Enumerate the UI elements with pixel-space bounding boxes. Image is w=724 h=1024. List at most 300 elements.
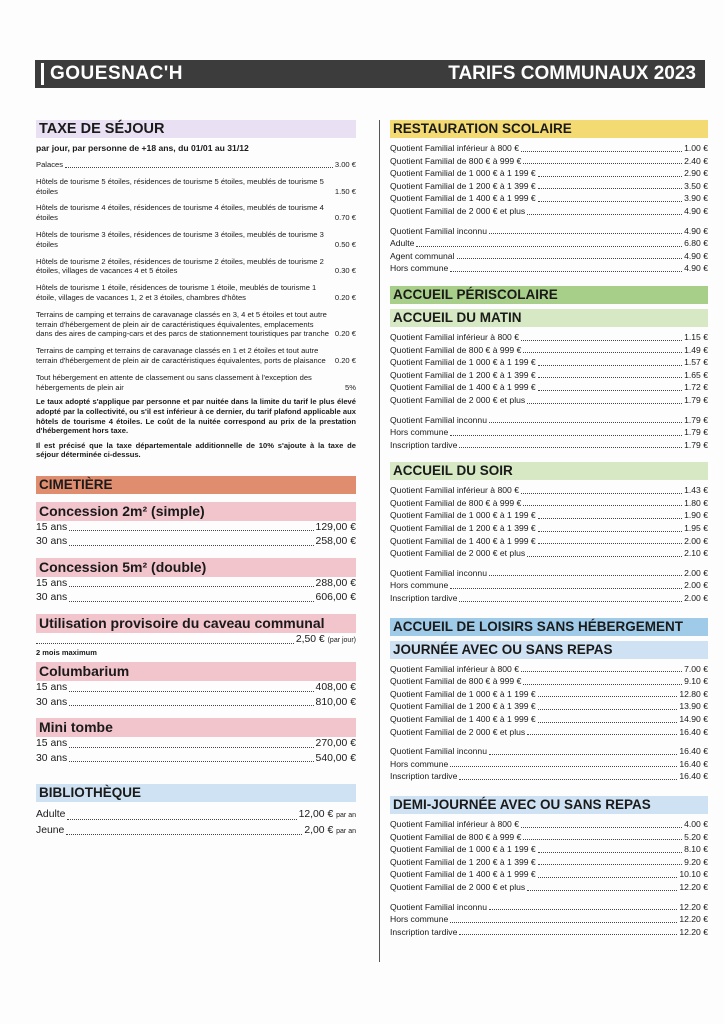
taxe-sejour-header: TAXE DE SÉJOUR — [36, 120, 356, 138]
price-value: 3.50 € — [684, 180, 708, 191]
price-row — [390, 592, 708, 605]
price-label: Quotient Familial de 800 € à 999 € — [390, 497, 522, 508]
price-label: Quotient Familial de 1 400 € à 1 999 € — [390, 535, 536, 546]
taxe-item-label: Palaces — [36, 160, 64, 169]
caveau-note: 2 mois maximum — [36, 648, 97, 658]
taxe-item-line — [36, 283, 356, 303]
dot-leader — [538, 688, 678, 698]
price-label: 15 ans — [36, 682, 68, 694]
taxe-item-label: Tout hébergement en attente de classement ou sans classement à l'exception des hébergements de plein air — [36, 372, 312, 392]
price-value: 4.90 € — [684, 225, 708, 236]
taxe-item — [36, 230, 356, 250]
dot-leader — [538, 868, 678, 878]
taxe-sejour-subtitle: par jour, par personne de +18 ans, du 01/01 au 31/12 — [36, 143, 249, 153]
price-label: Quotient Familial inférieur à 800 € — [390, 143, 519, 153]
price-row — [390, 818, 708, 831]
mini-tombe-list — [36, 737, 356, 766]
concession-2m-list — [36, 521, 356, 550]
journee-list-2 — [390, 745, 708, 783]
taxe-item-label: Hôtels de tourisme 5 étoiles, résidences de tourisme 5 étoiles, meublés de tourisme 5 étoiles — [36, 176, 324, 196]
taxe-note-2: Il est précisé que la taxe départementale additionnelle de 10% s'ajoute à la taxe de séjour déterminée ci-dessus. — [36, 440, 356, 460]
price-value: 2.00 € — [684, 593, 708, 604]
price-label: Adulte — [36, 809, 66, 821]
dot-leader — [459, 770, 677, 780]
price-row — [390, 522, 708, 535]
price-value: 12.80 € — [679, 688, 708, 699]
taxe-item-label: Hôtels de tourisme 3 étoiles, résidences de tourisme 3 étoiles, meublés de tourisme 3 étoiles — [36, 229, 324, 249]
price-value: 6.80 € — [684, 238, 708, 249]
price-row — [390, 881, 708, 894]
left-column — [36, 120, 356, 839]
dot-leader — [66, 824, 302, 836]
price-row — [390, 770, 708, 783]
price-label: Quotient Familial de 1 200 € à 1 399 € — [390, 180, 536, 191]
accueil-matin-list-2 — [390, 414, 708, 452]
dot-leader — [69, 737, 313, 748]
price-label: Quotient Familial de 2 000 € et plus — [390, 726, 526, 737]
price-value: 2.10 € — [684, 548, 708, 559]
price-value-group — [299, 808, 356, 824]
dot-leader — [538, 535, 682, 545]
restauration-list-1 — [390, 142, 708, 218]
price-value: 258,00 € — [315, 536, 356, 548]
price-value: 1.72 € — [684, 382, 708, 393]
dot-leader — [459, 926, 677, 936]
taxe-item — [36, 257, 356, 277]
price-row — [36, 577, 356, 592]
price-value: 1.79 € — [684, 414, 708, 425]
price-value: 2,00 € — [304, 824, 334, 836]
cimetiere-header: CIMETIÈRE — [36, 476, 356, 494]
caveau-row — [36, 633, 356, 649]
dot-leader — [538, 522, 682, 532]
price-value: 408,00 € — [315, 682, 356, 694]
dot-leader — [457, 250, 683, 260]
price-value: 12.20 € — [679, 926, 708, 937]
price-value: 606,00 € — [315, 592, 356, 604]
taxe-item — [36, 346, 356, 366]
price-label: Quotient Familial de 1 400 € à 1 999 € — [390, 382, 536, 393]
price-label: Inscription tardive — [390, 439, 458, 450]
caveau-header: Utilisation provisoire du caveau communal — [36, 614, 356, 633]
taxe-sejour-list — [36, 160, 356, 392]
dot-leader — [523, 155, 682, 165]
price-value: 1.79 € — [684, 394, 708, 405]
price-row — [390, 856, 708, 869]
accueil-soir-list-1 — [390, 484, 708, 560]
price-value: 16.40 € — [679, 771, 708, 782]
periscolaire-header: ACCUEIL PÉRISCOLAIRE — [390, 286, 708, 304]
price-label: Hors commune — [390, 427, 449, 438]
dot-leader — [450, 579, 682, 589]
dot-leader — [527, 726, 677, 736]
taxe-item-line — [36, 230, 356, 250]
taxe-item-label: Hôtels de tourisme 4 étoiles, résidences de tourisme 4 étoiles, meublés de tourisme 4 étoiles — [36, 203, 324, 223]
price-label: Quotient Familial de 2 000 € et plus — [390, 548, 526, 559]
price-value: 1.43 € — [684, 485, 708, 496]
price-label: Quotient Familial de 1 000 € à 1 199 € — [390, 688, 536, 699]
price-label: Quotient Familial de 1 200 € à 1 399 € — [390, 523, 536, 534]
taxe-note-1: Le taux adopté s'applique par personne et par nuitée dans la limite du tarif le plus élevé adopté par la collectivité, ou s'il est inférieur à ce dernier, du tarif plafond applicable aux hôtels de tourisme 4 étoiles. Le coût de la nuitée correspond au prix de la prestation d'hébergement hors taxe. — [36, 397, 356, 436]
price-label: Quotient Familial inférieur à 800 € — [390, 485, 519, 496]
taxe-item-value: 5% — [345, 382, 356, 392]
price-label: Quotient Familial inférieur à 800 € — [390, 331, 519, 342]
concession-5m-header: Concession 5m² (double) — [36, 558, 356, 577]
price-label: Jeune — [36, 824, 65, 836]
price-label: Quotient Familial de 1 000 € à 1 199 € — [390, 168, 536, 179]
taxe-item-value: 0.20 € — [334, 355, 356, 365]
price-value: 1.00 € — [684, 143, 708, 153]
price-value-group — [304, 824, 356, 840]
price-value: 1.15 € — [684, 331, 708, 342]
price-value: 4.90 € — [684, 263, 708, 274]
price-value: 16.40 € — [679, 758, 708, 769]
taxe-item-line — [36, 373, 356, 393]
price-row — [390, 567, 708, 580]
price-label: Quotient Familial inconnu — [390, 901, 487, 912]
bibliotheque-list — [36, 808, 356, 839]
dot-leader — [489, 225, 682, 235]
price-value: 1.57 € — [684, 357, 708, 368]
price-label: Quotient Familial de 1 400 € à 1 999 € — [390, 869, 536, 880]
dot-leader — [450, 913, 677, 923]
price-row — [390, 688, 708, 701]
price-value: 129,00 € — [315, 521, 356, 533]
price-row — [36, 591, 356, 606]
taxe-item-line — [36, 346, 356, 366]
dot-leader — [69, 577, 313, 588]
price-label: Hors commune — [390, 758, 449, 769]
price-row — [390, 167, 708, 180]
price-row — [390, 155, 708, 168]
price-row — [390, 225, 708, 238]
accueil-matin-header: ACCUEIL DU MATIN — [390, 309, 708, 327]
price-row — [390, 758, 708, 771]
right-column — [390, 120, 708, 938]
dot-leader — [69, 752, 313, 763]
price-label: Agent communal — [390, 250, 455, 261]
price-value: 4.90 € — [684, 205, 708, 216]
dot-leader — [489, 567, 682, 577]
column-divider — [379, 120, 380, 962]
mini-tombe-header: Mini tombe — [36, 718, 356, 737]
price-row — [390, 926, 708, 939]
dot-leader — [416, 237, 682, 247]
taxe-item — [36, 283, 356, 303]
price-value: 1.80 € — [684, 497, 708, 508]
dot-leader — [538, 356, 682, 366]
price-label: 15 ans — [36, 521, 68, 533]
price-row — [36, 521, 356, 536]
dot-leader — [69, 696, 313, 707]
price-row — [36, 737, 356, 752]
dot-leader — [489, 414, 682, 424]
price-value: 8.10 € — [684, 844, 708, 855]
price-value: 16.40 € — [679, 746, 708, 757]
price-row — [390, 381, 708, 394]
price-row — [390, 901, 708, 914]
dot-leader — [521, 663, 682, 673]
price-value: 1.79 € — [684, 427, 708, 438]
taxe-item-value: 3.00 € — [334, 160, 356, 169]
price-value: 540,00 € — [315, 752, 356, 764]
price-label: Hors commune — [390, 914, 449, 925]
price-row — [390, 344, 708, 357]
price-value: 4.90 € — [684, 250, 708, 261]
dot-leader — [69, 681, 313, 692]
price-row — [390, 192, 708, 205]
price-value: 2.00 € — [684, 535, 708, 546]
price-row — [390, 414, 708, 427]
price-unit: par an — [336, 827, 356, 835]
taxe-item-value: 1.50 € — [334, 186, 356, 196]
price-label: Quotient Familial de 1 400 € à 1 999 € — [390, 193, 536, 204]
dot-leader — [489, 901, 677, 911]
dot-leader — [489, 745, 677, 755]
price-value: 12.20 € — [679, 901, 708, 912]
price-label: Quotient Familial de 800 € à 999 € — [390, 344, 522, 355]
price-row — [390, 663, 708, 676]
price-row — [36, 808, 356, 824]
accueil-matin-list-1 — [390, 331, 708, 407]
price-row — [390, 843, 708, 856]
dot-leader — [538, 167, 682, 177]
taxe-item-value: 0.70 € — [334, 213, 356, 223]
price-value: 3.90 € — [684, 193, 708, 204]
columbarium-list — [36, 681, 356, 710]
dot-leader — [523, 497, 682, 507]
dot-leader — [459, 592, 682, 602]
price-label: Quotient Familial inférieur à 800 € — [390, 663, 519, 674]
price-value: 2.40 € — [684, 155, 708, 166]
dot-leader — [538, 381, 682, 391]
page-banner — [35, 60, 705, 88]
price-value: 12,00 € — [298, 809, 334, 821]
price-row — [390, 713, 708, 726]
price-unit: par an — [336, 812, 356, 820]
price-value: 12.20 € — [679, 914, 708, 925]
price-label: Inscription tardive — [390, 771, 458, 782]
dot-leader — [65, 167, 333, 168]
dot-leader — [527, 394, 682, 404]
price-value: 14.90 € — [679, 714, 708, 724]
price-row — [390, 700, 708, 713]
journee-header: JOURNÉE AVEC OU SANS REPAS — [390, 641, 708, 659]
taxe-item-label: Hôtels de tourisme 1 étoile, résidences de tourisme 1 étoile, meublés de tourisme 1 étoile, villages de vacances 1, 2 et 3 étoiles, chambres d'hôtes — [36, 283, 317, 302]
dot-leader — [527, 205, 682, 215]
dot-leader — [527, 547, 682, 557]
accueil-soir-header: ACCUEIL DU SOIR — [390, 462, 708, 480]
taxe-item-line — [36, 203, 356, 223]
price-label: Inscription tardive — [390, 926, 458, 937]
price-label: Quotient Familial de 800 € à 999 € — [390, 155, 522, 166]
price-label: Inscription tardive — [390, 593, 458, 604]
price-row — [390, 426, 708, 439]
restauration-list-2 — [390, 225, 708, 275]
dot-leader — [538, 713, 678, 723]
taxe-item — [36, 177, 356, 197]
price-value: 5.20 € — [684, 831, 708, 842]
dot-leader — [523, 831, 682, 841]
price-row — [36, 696, 356, 711]
price-label: 30 ans — [36, 696, 68, 708]
dot-leader — [521, 484, 682, 494]
price-row — [36, 535, 356, 550]
price-label: Quotient Familial inconnu — [390, 567, 487, 578]
price-label: 15 ans — [36, 738, 68, 750]
dot-leader — [538, 180, 682, 190]
price-value: 10.10 € — [679, 869, 708, 880]
price-value: 2.00 € — [684, 580, 708, 591]
concession-2m-header: Concession 2m² (simple) — [36, 502, 356, 521]
price-value: 288,00 € — [315, 577, 356, 589]
price-label: Quotient Familial de 1 000 € à 1 199 € — [390, 357, 536, 368]
page-title: TARIFS COMMUNAUX 2023 — [448, 63, 696, 84]
price-label: 15 ans — [36, 577, 68, 589]
dot-leader — [521, 142, 682, 152]
dot-leader — [69, 535, 313, 546]
price-label: Quotient Familial de 1 200 € à 1 399 € — [390, 701, 536, 712]
taxe-item-value: 0.50 € — [334, 239, 356, 249]
price-value: 2.90 € — [684, 168, 708, 179]
columbarium-header: Columbarium — [36, 662, 356, 681]
price-value: 4.00 € — [684, 818, 708, 829]
price-value: 16.40 € — [679, 726, 708, 737]
price-label: Quotient Familial de 800 € à 999 € — [390, 831, 522, 842]
price-row — [390, 726, 708, 739]
price-label: Quotient Familial de 1 400 € à 1 999 € — [390, 714, 536, 724]
price-label: Quotient Familial de 1 000 € à 1 199 € — [390, 510, 536, 521]
price-row — [390, 535, 708, 548]
dot-leader — [521, 331, 682, 341]
dot-leader — [527, 881, 677, 891]
price-row — [390, 675, 708, 688]
price-row — [390, 831, 708, 844]
price-value: 1.79 € — [684, 439, 708, 450]
price-label: Quotient Familial de 2 000 € et plus — [390, 205, 526, 216]
taxe-item — [36, 310, 356, 339]
dot-leader — [459, 439, 682, 449]
price-value: 2.00 € — [684, 567, 708, 578]
price-row — [390, 142, 708, 155]
price-row — [390, 369, 708, 382]
taxe-item-value: 0.20 € — [334, 329, 356, 339]
taxe-item — [36, 203, 356, 223]
dot-leader — [69, 591, 313, 602]
price-row — [390, 745, 708, 758]
price-value: 1.65 € — [684, 369, 708, 380]
dot-leader — [523, 675, 682, 685]
price-value: 1.49 € — [684, 344, 708, 355]
taxe-item-label: Terrains de camping et terrains de caravanage classés en 3, 4 et 5 étoiles et tout autre terrain d'hébergement de plein air de caractéristiques équivalentes, emplacements dans des aires de camping-cars et des parcs de stationnement touristiques par tranche — [36, 309, 329, 339]
demi-journee-list-1 — [390, 818, 708, 894]
price-row — [390, 547, 708, 560]
taxe-item-line — [36, 310, 356, 339]
price-row — [36, 681, 356, 696]
price-label: Quotient Familial de 1 200 € à 1 399 € — [390, 369, 536, 380]
dot-leader — [523, 344, 682, 354]
price-label: 30 ans — [36, 592, 68, 604]
taxe-item — [36, 160, 356, 170]
price-row — [390, 356, 708, 369]
price-value: 270,00 € — [315, 738, 356, 750]
dot-leader — [538, 856, 682, 866]
price-label: Hors commune — [390, 580, 449, 591]
dot-leader — [450, 758, 677, 768]
dot-leader — [67, 808, 296, 820]
price-label: Quotient Familial inconnu — [390, 746, 487, 757]
price-row — [390, 180, 708, 193]
dot-leader — [538, 369, 682, 379]
dot-leader — [538, 700, 678, 710]
price-row — [390, 394, 708, 407]
price-row — [390, 237, 708, 250]
price-label: Quotient Familial de 1 000 € à 1 199 € — [390, 844, 536, 855]
price-label: Quotient Familial inférieur à 800 € — [390, 818, 519, 829]
price-row — [390, 439, 708, 452]
restauration-header: RESTAURATION SCOLAIRE — [390, 120, 708, 138]
price-value: 1.90 € — [684, 510, 708, 521]
price-row — [390, 579, 708, 592]
taxe-item-value: 0.30 € — [334, 266, 356, 276]
dot-leader — [69, 521, 313, 532]
price-value: 9.20 € — [684, 856, 708, 867]
price-row — [390, 331, 708, 344]
price-label: Quotient Familial inconnu — [390, 414, 487, 425]
price-label: Hors commune — [390, 263, 449, 274]
price-row — [390, 484, 708, 497]
price-row — [390, 250, 708, 263]
price-label: Quotient Familial de 800 € à 999 € — [390, 676, 522, 687]
taxe-item-line — [36, 160, 356, 170]
price-row — [390, 497, 708, 510]
dot-leader — [521, 818, 682, 828]
price-label: Quotient Familial de 1 200 € à 1 399 € — [390, 856, 536, 867]
price-label: Adulte — [390, 238, 415, 249]
price-row — [390, 913, 708, 926]
taxe-item-line — [36, 177, 356, 197]
price-value: 12.20 € — [679, 881, 708, 892]
taxe-item-value: 0.20 € — [334, 292, 356, 302]
price-row — [36, 752, 356, 767]
price-value: 9.10 € — [684, 676, 708, 687]
demi-journee-list-2 — [390, 901, 708, 939]
taxe-item-line — [36, 257, 356, 277]
price-label: Quotient Familial de 2 000 € et plus — [390, 881, 526, 892]
price-value: 810,00 € — [315, 696, 356, 708]
taxe-item-label: Terrains de camping et terrains de caravanage classés en 1 et 2 étoiles et tout autre terrain d'hébergement de plein air de caractéristiques équivalentes, ports de plaisance — [36, 346, 326, 365]
demi-journee-header: DEMI-JOURNÉE AVEC OU SANS REPAS — [390, 796, 708, 814]
dot-leader — [450, 262, 682, 272]
price-row — [390, 868, 708, 881]
price-row — [36, 824, 356, 840]
accueil-soir-list-2 — [390, 567, 708, 605]
price-row — [390, 205, 708, 218]
price-value: 13.90 € — [679, 701, 708, 712]
town-name: GOUESNAC'H — [41, 63, 183, 85]
price-label: Quotient Familial de 2 000 € et plus — [390, 394, 526, 405]
price-label: 30 ans — [36, 536, 68, 548]
taxe-item-label: Hôtels de tourisme 2 étoiles, résidences de tourisme 2 étoiles, meublés de tourisme 2 étoiles, villages de vacances 4 et 5 étoiles — [36, 256, 324, 276]
price-label: 30 ans — [36, 752, 68, 764]
dot-leader — [538, 509, 682, 519]
dot-leader — [538, 192, 682, 202]
caveau-unit: (par jour) — [327, 636, 356, 644]
price-label: Quotient Familial inconnu — [390, 225, 487, 236]
journee-list-1 — [390, 663, 708, 739]
caveau-value: 2,50 € — [295, 633, 325, 645]
price-row — [390, 509, 708, 522]
